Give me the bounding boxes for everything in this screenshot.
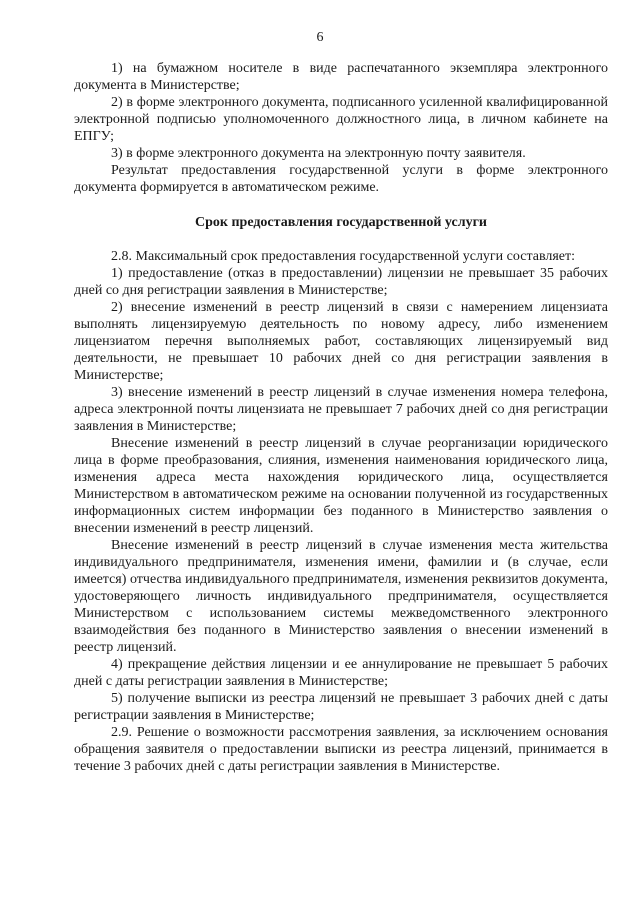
paragraph: 1) предоставление (отказ в предоставлении) лицензии не превышает 35 рабочих дней со дня регистрации заявления в Министерстве; <box>74 266 608 298</box>
paragraph: Результат предоставления государственной услуги в форме электронного документа формируется в автоматическом режиме. <box>74 163 608 195</box>
paragraph: 2) в форме электронного документа, подписанного усиленной квалифицированной электронной подписью уполномоченного должностного лица, в личном кабинете на ЕПГУ; <box>74 95 608 144</box>
document-body <box>74 60 608 775</box>
paragraph: 2.9. Решение о возможности рассмотрения заявления, за исключением основания обращения заявителя о предоставлении выписки из реестра лицензий, принимается в течение 3 рабочих дней с даты регистрации заявления в Министерстве. <box>74 725 608 774</box>
paragraph: Внесение изменений в реестр лицензий в случае реорганизации юридического лица в форме преобразования, слияния, изменения наименования юридического лица, изменения адреса места нахождения юридического лица, осуществляется Министерством в автоматическом режиме на основании полученной из государственных информационных систем информации без поданного в Министерство заявления о внесении изменений в реестр лицензий. <box>74 436 608 536</box>
paragraph: 1) на бумажном носителе в виде распечатанного экземпляра электронного документа в Министерстве; <box>74 61 608 93</box>
section-heading: Срок предоставления государственной услуги <box>195 215 487 230</box>
paragraph: 5) получение выписки из реестра лицензий не превышает 3 рабочих дней с даты регистрации заявления в Министерстве; <box>74 691 608 723</box>
paragraph: 3) в форме электронного документа на электронную почту заявителя. <box>111 146 526 161</box>
paragraph: Внесение изменений в реестр лицензий в случае изменения места жительства индивидуального предпринимателя, изменения имени, фамилии и (в случае, если имеется) отчества индивидуального предпринимателя, изменения реквизитов документа, удостоверяющего личность индивидуального предпринимателя, осуществляется Министерством с использованием системы межведомственного электронного взаимодействия без поданного в Министерство заявления о внесении изменений в реестр лицензий. <box>74 538 608 655</box>
page-number: 6 <box>316 30 324 45</box>
paragraph: 3) внесение изменений в реестр лицензий в случае изменения номера телефона, адреса электронной почты лицензиата не превышает 7 рабочих дней со дня регистрации заявления в Министерстве; <box>74 385 608 434</box>
paragraph: 2.8. Максимальный срок предоставления государственной услуги составляет: <box>111 249 576 264</box>
paragraph: 2) внесение изменений в реестр лицензий в связи с намерением лицензиата выполнять лицензируемую деятельность по новому адресу, либо изменением лицензиатом перечня выполняемых работ, составляющих лицензируемый вид деятельности, не превышает 10 рабочих дней со дня регистрации заявления в Министерстве; <box>74 300 608 383</box>
paragraph: 4) прекращение действия лицензии и ее аннулирование не превышает 5 рабочих дней с даты регистрации заявления в Министерстве; <box>74 657 608 689</box>
